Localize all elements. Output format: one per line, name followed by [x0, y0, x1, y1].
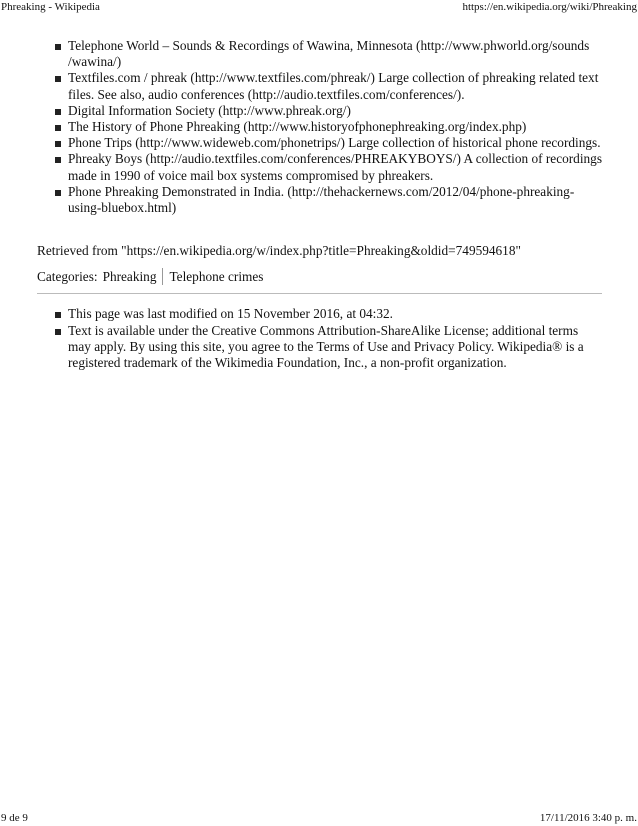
page-header-url: https://en.wikipedia.org/wiki/Phreaking — [462, 1, 637, 13]
bullet-icon — [55, 109, 61, 115]
category-link-telephone-crimes[interactable]: Telephone crimes — [169, 268, 264, 284]
bullet-icon — [55, 141, 61, 147]
footer-item-text: This page was last modified on 15 November 2016, at 04:32. — [68, 306, 393, 322]
footer-item-text: Text is available under the Creative Commons Attribution-ShareAlike License; additional terms may apply. By using this site, you agree to the Terms of Use and Privacy Policy. Wikipedia® is a registered trademark of the Wikimedia Foundation, Inc., a non-profit organization. — [68, 322, 584, 371]
categories-label: Categories: — [37, 268, 98, 284]
print-datetime: 17/11/2016 3:40 p. m. — [539, 812, 637, 824]
divider — [37, 293, 602, 294]
list-item-text[interactable]: Telephone World – Sounds & Recordings of Wawina, Minnesota (http://www.phworld.org/sounds /wawina/) — [68, 38, 590, 70]
page-header-title: Phreaking - Wikipedia — [1, 1, 100, 13]
external-links-list — [37, 38, 602, 216]
bullet-icon — [55, 44, 61, 50]
retrieved-from-text: Retrieved from "https://en.wikipedia.org/w/index.php?title=Phreaking&oldid=749594618" — [37, 243, 521, 259]
footer-item-license — [68, 323, 602, 372]
category-link-phreaking[interactable]: Phreaking — [102, 268, 157, 284]
list-item[interactable] — [68, 184, 602, 216]
list-item[interactable] — [68, 38, 602, 70]
footer-item-last-modified — [68, 306, 602, 322]
list-item-text[interactable]: Textfiles.com / phreak (http://www.textfiles.com/phreak/) Large collection of phreaking related text files. See also, audio conferences (http://audio.textfiles.com/conferences/). — [68, 70, 599, 102]
bullet-icon — [55, 312, 61, 318]
list-item[interactable] — [68, 119, 602, 135]
footer-info-list — [37, 306, 602, 371]
list-item-text[interactable]: Phone Trips (http://www.wideweb.com/phonetrips/) Large collection of historical phone recordings. — [68, 135, 601, 151]
page-number: 9 de 9 — [1, 812, 28, 824]
list-item[interactable] — [68, 135, 602, 151]
categories-bar — [37, 268, 602, 285]
list-item[interactable] — [68, 70, 602, 102]
list-item-text[interactable]: The History of Phone Phreaking (http://www.historyofphonephreaking.org/index.php) — [68, 119, 527, 135]
list-item[interactable] — [68, 151, 602, 183]
category-separator — [162, 268, 163, 285]
bullet-icon — [55, 329, 61, 335]
bullet-icon — [55, 157, 61, 163]
bullet-icon — [55, 76, 61, 82]
list-item-text[interactable]: Digital Information Society (http://www.phreak.org/) — [68, 102, 351, 118]
list-item-text[interactable]: Phreaky Boys (http://audio.textfiles.com/conferences/PHREAKYBOYS/) A collection of recordings made in 1990 of voice mail box systems compromised by phreakers. — [68, 151, 602, 183]
list-item[interactable] — [68, 103, 602, 119]
bullet-icon — [55, 190, 61, 196]
list-item-text[interactable]: Phone Phreaking Demonstrated in India. (http://thehackernews.com/2012/04/phone-phreaking-using-bluebox.html) — [68, 183, 575, 216]
bullet-icon — [55, 125, 61, 131]
main-content — [37, 38, 602, 371]
